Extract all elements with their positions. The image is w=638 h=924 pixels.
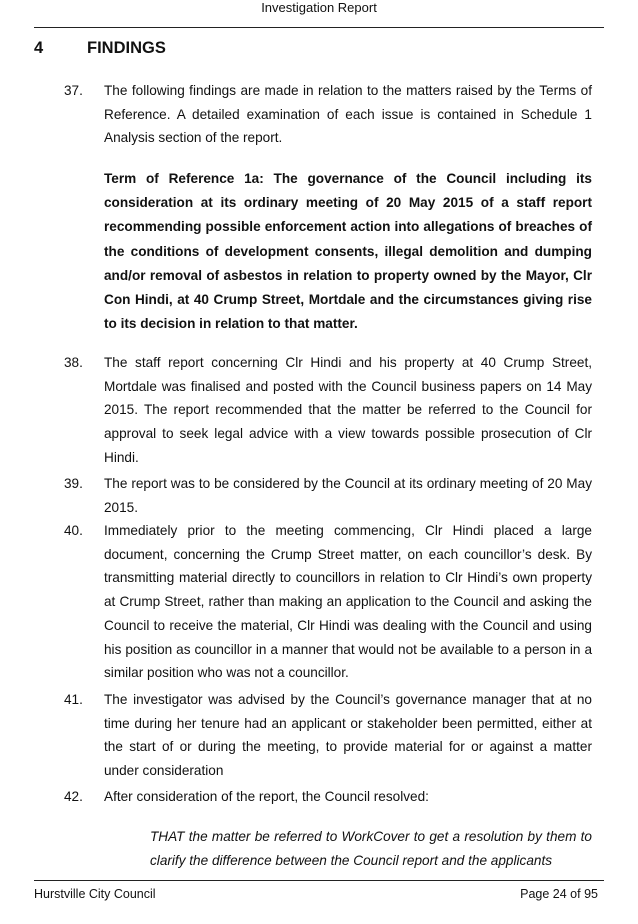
paragraph-41 (64, 688, 592, 783)
footer-page-number: Page 24 of 95 (520, 887, 598, 901)
paragraph-number: 37. (64, 83, 83, 98)
page-header-title: Investigation Report (261, 0, 377, 15)
paragraph-38 (64, 351, 592, 470)
paragraph-text: The report was to be considered by the Council at its ordinary meeting of 20 May 2015. (104, 476, 592, 515)
header-divider (34, 27, 604, 28)
paragraph-39 (64, 472, 592, 519)
paragraph-40 (64, 519, 592, 685)
section-heading (34, 38, 166, 58)
paragraph-number: 39. (64, 476, 83, 491)
paragraph-text: After consideration of the report, the Council resolved: (104, 789, 429, 804)
paragraph-text: The staff report concerning Clr Hindi and his property at 40 Crump Street, Mortdale was finalised and posted with the Council business papers on 14 May 2015. The report recommended that the matter be referred to the Council for approval to seek legal advice with a view towards possible prosecution of Clr Hindi. (104, 355, 592, 465)
paragraph-number: 40. (64, 523, 83, 538)
paragraph-text: The investigator was advised by the Council’s governance manager that at no time during her tenure had an applicant or stakeholder been permitted, either at the start of or during the meeting, to provide material for or against a matter under consideration (104, 692, 592, 779)
paragraph-text: Immediately prior to the meeting commencing, Clr Hindi placed a large document, concerning the Crump Street matter, on each councillor’s desk. By transmitting material directly to councillors in relation to Clr Hindi’s own property at Crump Street, rather than making an application to the Council and asking the Council to receive the material, Clr Hindi was dealing with the Council and using his position as councillor in a manner that would not be available to a person in a similar position who was not a councillor. (104, 523, 592, 681)
section-title: FINDINGS (87, 39, 166, 57)
term-of-reference-1a: Term of Reference 1a: The governance of the Council including its consideration at its ordinary meeting of 20 May 2015 of a staff report recommending possible enforcement action into allegations of breaches of the conditions of development consents, illegal demolition and dumping and/or removal of asbestos in relation to property owned by the Mayor, Clr Con Hindi, at 40 Crump Street, Mortdale and the circumstances giving rise to its decision in relation to that matter. (104, 171, 592, 332)
paragraph-37 (64, 79, 592, 150)
paragraph-text: The following findings are made in relation to the matters raised by the Terms of Reference. A detailed examination of each issue is contained in Schedule 1 Analysis section of the report. (104, 83, 592, 146)
footer-divider (34, 880, 604, 881)
paragraph-number: 38. (64, 355, 83, 370)
section-number: 4 (34, 39, 44, 57)
paragraph-number: 42. (64, 789, 83, 804)
paragraph-number: 41. (64, 692, 83, 707)
council-resolution-quote: THAT the matter be referred to WorkCover to get a resolution by them to clarify the difference between the Council report and the applicants (150, 829, 592, 868)
paragraph-42 (64, 785, 592, 809)
footer-organisation: Hurstville City Council (34, 887, 156, 901)
